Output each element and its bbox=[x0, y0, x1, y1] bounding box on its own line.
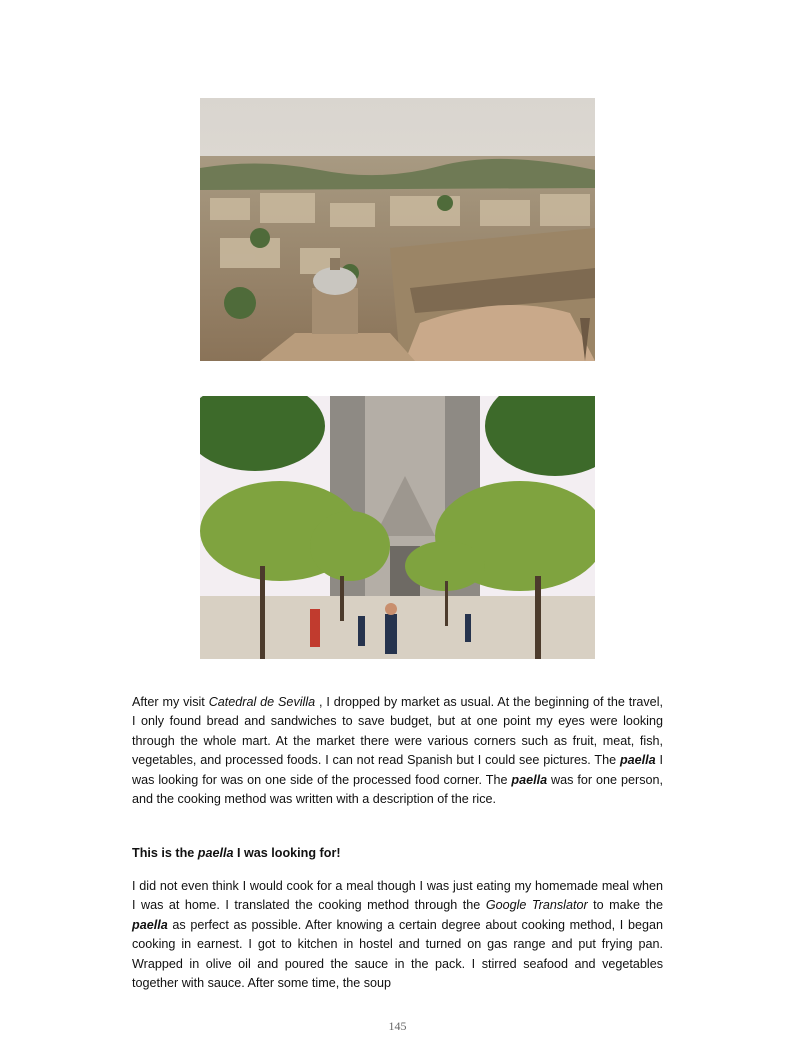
cathedral-courtyard-photo bbox=[200, 396, 595, 659]
dish-name: paella bbox=[511, 772, 548, 787]
dish-name: paella bbox=[132, 917, 168, 932]
text-run: , I dropped by market as usual. At the beginning of the travel, I only found bread and sandwiches to save budget, but at one point my eyes were looking through the whole mart. At the market there were various corners such as fruit, meat, fish, vegetables, and processed foods. I can not read Spanish but I could see pictures. The bbox=[132, 695, 663, 768]
paragraph-market-visit bbox=[132, 693, 663, 809]
seville-rooftop-photo bbox=[200, 98, 595, 361]
paragraph-cooking bbox=[132, 877, 663, 993]
dish-name: paella bbox=[619, 753, 656, 768]
text-run: as perfect as possible. After knowing a certain degree about cooking method, I began cooking in earnest. I got to kitchen in hostel and turned on gas range and put frying pan. Wrapped in olive oil and poured the sauce in the pack. I stirred seafood and vegetables together with sauce. After some time, the soup bbox=[132, 917, 663, 991]
text-run: I was looking for! bbox=[233, 846, 341, 860]
text-run: I did not even think I would cook for a meal though I was just eating my homemade meal when I was at home. I translated the cooking method through the bbox=[132, 879, 663, 913]
text-run: This is the bbox=[132, 846, 198, 860]
dish-name: paella bbox=[197, 846, 234, 860]
app-name: Google Translator bbox=[485, 898, 588, 913]
text-run: I was looking for was on one side of the processed food corner. The bbox=[132, 753, 663, 787]
page-number: 145 bbox=[388, 1019, 407, 1033]
text-run: was for one person, and the cooking method was written with a description of the rice. bbox=[132, 772, 663, 807]
text-run: After my visit bbox=[132, 695, 209, 709]
caption-heading bbox=[132, 844, 663, 863]
text-run: to make the bbox=[587, 898, 663, 913]
place-name: Catedral de Sevilla bbox=[208, 695, 316, 709]
